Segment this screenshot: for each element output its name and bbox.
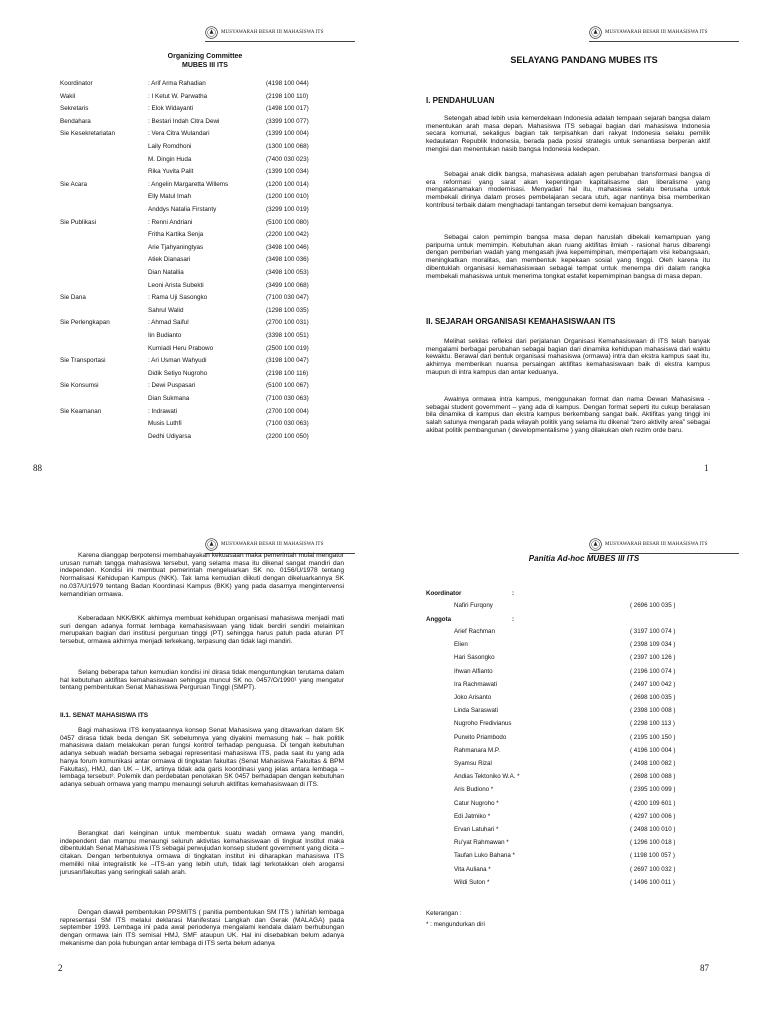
member-nrp: ( 2698 100 088 ) bbox=[630, 773, 676, 781]
committee-nrp: (1200 100 010) bbox=[266, 193, 309, 201]
committee-role: Sekretaris bbox=[60, 105, 89, 113]
member-name: Vita Auliana * bbox=[454, 865, 491, 873]
committee-nrp: (4198 100 044) bbox=[266, 80, 309, 87]
committee-row bbox=[60, 393, 330, 404]
header-rule bbox=[205, 41, 355, 42]
committee-name: : Ahmad Saiful bbox=[148, 319, 189, 327]
committee-role: Sie Konsumsi bbox=[60, 382, 99, 390]
committee-nrp: (7400 030 023) bbox=[266, 155, 309, 163]
paragraph: Melihat sekilas refleksi dari perjalanan Organisasi Kemahasiswaan di ITS telah banyak mengalami berbagai perubahan sebagai bagian dari dinamika kehidupan mahasiswa dari waktu kewaktu. Berawal dari bentuk organisasi mahasiswa (ormawa) intra dan ekstra kampus saat itu, akhirnya memberikan nuansa persaingan aktifitas kemahasiswaan baik di ekstra kampus maupun di intra kampus dan antar keduanya. bbox=[426, 338, 710, 376]
page-2 bbox=[0, 512, 384, 1024]
committee-row bbox=[60, 418, 330, 429]
committee-role: Sie Perlengkapan bbox=[60, 319, 110, 327]
section-title: SELAYANG PANDANG MUBES ITS bbox=[510, 55, 658, 65]
paragraph: Keberadaan NKK/BKK akhirnya membuat kehidupan organisasi mahasiswa menjadi mati suri dengan adanya format lembaga kemahasiswaan yang tidak berdiri sendiri melainkan merupakan bagian dari institusi perguruan tinggi (PT) sehingga harus patuh pada aturan PT tersebut, ormawa akhirnya menjadi terkekang, terpasung dan tidak lagi mandiri. bbox=[60, 615, 344, 646]
page-number: 2 bbox=[58, 963, 63, 973]
member-nrp: ( 1198 100 057 ) bbox=[630, 852, 675, 860]
committee-nrp: (3398 100 051) bbox=[266, 332, 309, 339]
committee-name: Anddys Natalia Firstanty bbox=[148, 206, 217, 213]
member-nrp: ( 2497 100 042 ) bbox=[630, 680, 676, 688]
committee-role: Sie Kesekretariatan bbox=[60, 130, 115, 138]
committee-row bbox=[60, 242, 330, 253]
header-text: MUSYAWARAH BESAR III MAHASISWA ITS bbox=[221, 541, 324, 547]
paragraph: Sebagai calon pemimpin bangsa masa depan haruslah dibekali kemampuan yang paripurna untuk memimpin. Kebutuhan akan ruang aktifitas ilmiah - rasional harus dibarengi dengan pemberian wadah yang mengasah jiwa kepemimpinan, mempertajam visi kebangsaan, meningkatkan moralitas, dan membentuk kepekaan sosial yang tinggi. Oleh karena itu dibentuklah organisasi kemahasiswaan sebagai tempat untuk menempa diri dalam rangka membekali mahasiswa untuk menerima tongkat estafet kepemimpinan bangsa di masa depan. bbox=[426, 234, 710, 280]
committee-nrp: (1399 100 004) bbox=[266, 130, 309, 138]
committee-title bbox=[150, 52, 260, 70]
member-name: Ervan Latuhari * bbox=[454, 826, 499, 833]
member-name: Taufan Luko Bahana * bbox=[454, 852, 515, 860]
committee-name: : Elok Widayanti bbox=[148, 105, 194, 113]
committee-nrp: (5100 100 080) bbox=[266, 218, 309, 226]
member-nrp: ( 2298 100 113 ) bbox=[630, 720, 675, 728]
committee-row bbox=[60, 267, 330, 278]
committee-name: Fritha Kartika Senja bbox=[148, 231, 204, 239]
committee-row bbox=[60, 229, 330, 240]
committee-role: Sie Publikasi bbox=[60, 218, 97, 226]
running-header bbox=[205, 537, 355, 551]
committee-row bbox=[60, 141, 330, 152]
member-name: Nafiri Furqony bbox=[454, 602, 493, 609]
page-number: 1 bbox=[704, 463, 709, 473]
committee-row bbox=[60, 217, 330, 228]
committee-name: Dian Sukmana bbox=[148, 395, 190, 402]
committee-row bbox=[60, 355, 330, 366]
committee-name: Laily Romdhoni bbox=[148, 143, 192, 150]
committee-title-line1: Organizing Committee bbox=[167, 53, 243, 60]
note-label: Keterangan : bbox=[426, 910, 462, 917]
member-nrp: ( 4297 100 006 ) bbox=[630, 812, 676, 820]
page-88 bbox=[0, 0, 384, 512]
committee-name: : Dewi Puspasari bbox=[148, 382, 196, 390]
committee-role: Sie Keamanan bbox=[60, 407, 102, 415]
committee-name: Sahrul Walid bbox=[148, 306, 184, 314]
committee-nrp: (1498 100 017) bbox=[266, 105, 309, 113]
member-name: Joko Arisanto bbox=[454, 694, 492, 701]
committee-title-line2: MUBES III ITS bbox=[182, 62, 228, 69]
committee-nrp: (3299 100 019) bbox=[266, 206, 309, 213]
member-nrp: ( 2696 100 035 ) bbox=[630, 602, 676, 609]
member-name: Elien bbox=[454, 641, 468, 649]
committee-role: Koordinator bbox=[60, 80, 93, 87]
member-nrp: ( 2398 109 034 ) bbox=[630, 641, 676, 649]
committee-row bbox=[60, 78, 330, 89]
committee-name: Elly Matul Imah bbox=[148, 193, 192, 201]
committee-nrp: (2700 100 004) bbox=[266, 407, 309, 415]
heading-pendahuluan: I. PENDAHULUAN bbox=[426, 96, 495, 105]
committee-role: Sie Acara bbox=[60, 180, 87, 188]
committee-row bbox=[60, 254, 330, 265]
committee-name: Didik Setiyo Nugroho bbox=[148, 369, 208, 377]
paragraph: Berangkat dari keinginan untuk membentuk suatu wadah ormawa yang mandiri, independent dan mampu menaungi seluruh aktivitas kemahasiswaan di tingkat Institut maka dibentuklah Senat Mahasiswa ITS sebagai perwujudan konsep student government yang dicita – citakan. Dengan terbentuknya ormawa di tingkatan institut ini diharapkan mahasiswa ITS memiliki nilai integralistik ke –ITS-an yang lebih utuh, tidak lagi terkotakkan oleh arogansi jurusan/fakultas yang seringkali salah arah. bbox=[60, 830, 344, 876]
committee-name: Kurniadi Heru Prabowo bbox=[148, 344, 214, 352]
committee-row bbox=[60, 305, 330, 316]
member-name: Linda Saraswati bbox=[454, 707, 499, 715]
committee-nrp: (3498 100 053) bbox=[266, 269, 309, 276]
anggota-label: Anggota bbox=[426, 616, 452, 623]
committee-row bbox=[60, 91, 330, 102]
member-name: Ira Rachmawati bbox=[454, 680, 497, 688]
committee-role: Wakil bbox=[60, 92, 76, 100]
committee-row bbox=[60, 166, 330, 177]
running-header bbox=[589, 25, 739, 39]
committee-row bbox=[60, 179, 330, 190]
paragraph: Dengan diawali pembentukan PPSMITS ( panitia pembentukan SM ITS ) lahirlah lembaga representasi SM ITS melalui deklarasi Manifestasi Langkah dan Gerak (MALAGA) pada september 1993. Lembaga ini pada awal periodenya mengalami kendala dalam berhubungan dengan ormawa lain ITS semisal HMJ, SMF ataupun UK. Hal ini disebabkan belum adanya mekanisme dan pola hubungan antar lembaga di ITS serta belum adanya bbox=[60, 909, 344, 947]
page-87 bbox=[384, 512, 768, 1024]
committee-name: : Arif Arma Rahadian bbox=[148, 80, 206, 87]
member-nrp: ( 2397 100 126 ) bbox=[630, 654, 676, 662]
header-text: MUSYAWARAH BESAR III MAHASISWA ITS bbox=[605, 29, 708, 35]
committee-row bbox=[60, 116, 330, 127]
member-nrp: ( 1496 100 011 ) bbox=[630, 878, 675, 886]
committee-role: Bendahara bbox=[60, 117, 91, 125]
committee-row bbox=[60, 380, 330, 391]
committee-nrp: (3499 100 068) bbox=[266, 281, 309, 289]
committee-name: : Ari Usman Wahyudi bbox=[148, 357, 207, 365]
member-nrp: ( 3197 100 074 ) bbox=[630, 628, 676, 635]
heading-sejarah: II. SEJARAH ORGANISASI KEMAHASISWAAN ITS bbox=[426, 317, 616, 326]
member-nrp: ( 2195 100 150 ) bbox=[630, 733, 676, 741]
committee-row bbox=[60, 368, 330, 379]
committee-nrp: (2500 100 019) bbox=[266, 344, 309, 352]
adhoc-title: Panitia Ad-hoc MUBES III ITS bbox=[528, 554, 640, 563]
page-1 bbox=[384, 0, 768, 512]
member-nrp: ( 4200 109 601 ) bbox=[630, 799, 676, 807]
committee-name: Atiek Dianasari bbox=[148, 256, 191, 264]
koordinator-label: Koordinator bbox=[426, 590, 462, 597]
member-name: Aris Budiono * bbox=[454, 786, 494, 794]
member-name: Hari Sasongko bbox=[454, 654, 495, 662]
member-nrp: ( 2498 100 082 ) bbox=[630, 760, 676, 767]
paragraph: Awalnya ormawa intra kampus, menggunakan format dan nama Dewan Mahasiswa - sebagai student government – yang ada di kampus. Dengan format seperti itu cukup beralasan bila dinamika di kampus dan ekstra kampus berkembang sangat baik. Aktifitas yang tinggi ini salah satunya mengarah pada wilayah politik yang selama itu dikenal “zero aktivity area” sebagai akibat politik pembangunan ( developmentalisme ) yang dilakukan oleh rezim orde baru. bbox=[426, 396, 710, 434]
committee-row bbox=[60, 406, 330, 417]
committee-role: Sie Transportasi bbox=[60, 357, 106, 365]
header-rule bbox=[589, 41, 739, 42]
committee-nrp: (2200 100 050) bbox=[266, 432, 309, 440]
committee-name: : Rama Uji Sasongko bbox=[148, 294, 208, 302]
committee-row bbox=[60, 128, 330, 139]
committee-row bbox=[60, 154, 330, 165]
committee-name: : Angelin Margaretta Willems bbox=[148, 180, 229, 188]
paragraph: Setengah abad lebih usia kemerdekaan Indonesia adalah tempaan sejarah bangsa dalam menentukan arah masa depan. Mahasiswa ITS sebagai bagian dari mahasiswa Indonesia secara komunal, sekaligus bagian tak terpisahkan dari rakyat Indonesia selaku pemilik kedaulatan Republik Indonesia, berada pada posisi strategis untuk senantiasa berperan aktif mengisi dan menentukan nasib bangsa Indonesia kedepan. bbox=[426, 115, 710, 153]
member-name: Arief Rachman bbox=[454, 628, 495, 635]
running-header bbox=[589, 537, 739, 551]
committee-name: Arie Tjahyaningtyas bbox=[148, 243, 204, 251]
its-seal-logo-icon bbox=[205, 538, 218, 551]
member-name: Syamsu Rizal bbox=[454, 760, 492, 767]
committee-nrp: (2198 100 116) bbox=[266, 369, 309, 377]
committee-nrp: (2200 100 042) bbox=[266, 231, 309, 239]
heading-senat: II.1. SENAT MAHASISWA ITS bbox=[60, 712, 149, 719]
member-nrp: ( 2398 100 008 ) bbox=[630, 707, 676, 715]
header-text: MUSYAWARAH BESAR III MAHASISWA ITS bbox=[221, 29, 324, 35]
committee-nrp: (7100 030 063) bbox=[266, 395, 309, 402]
member-name: Andias Tektoniko W.A. * bbox=[454, 773, 520, 781]
member-nrp: ( 2698 100 035 ) bbox=[630, 694, 676, 701]
committee-row bbox=[60, 191, 330, 202]
committee-name: Leoni Arista Subekti bbox=[148, 281, 204, 289]
committee-name: Dedhi Udiyarsa bbox=[148, 432, 192, 440]
committee-row bbox=[60, 343, 330, 354]
committee-nrp: (2700 100 031) bbox=[266, 319, 309, 327]
paragraph: Selang beberapa tahun kemudian kondisi ini dirasa tidak menguntungkan terutama dalam hal kebutuhan aktifitas kemahasiswaan sehingga muncul SK no. 0457/O/1990¹ yang mengatur tentang pembentukan Senat Mahasiswa Perguruan Tinggi (SMPT). bbox=[60, 669, 344, 692]
member-name: Ru’yat Rahmawan * bbox=[454, 839, 509, 847]
committee-row bbox=[60, 280, 330, 291]
committee-name: Iin Budianto bbox=[148, 332, 182, 339]
member-nrp: ( 1296 100 018 ) bbox=[630, 839, 676, 847]
its-seal-logo-icon bbox=[205, 26, 218, 39]
member-nrp: ( 2498 100 010 ) bbox=[630, 826, 676, 833]
committee-nrp: (1298 100 035) bbox=[266, 306, 309, 314]
anggota-colon: : bbox=[512, 616, 515, 623]
member-nrp: ( 2395 100 099 ) bbox=[630, 786, 676, 794]
committee-nrp: (3498 100 046) bbox=[266, 243, 309, 251]
committee-name: : I Ketut W. Parwatha bbox=[148, 92, 208, 100]
committee-nrp: (3498 100 036) bbox=[266, 256, 309, 264]
committee-name: : Bestari Indah Citra Dewi bbox=[148, 117, 220, 125]
page-number: 88 bbox=[33, 463, 42, 473]
committee-nrp: (2198 100 110) bbox=[266, 92, 309, 100]
committee-row bbox=[60, 431, 330, 442]
committee-row bbox=[60, 317, 330, 328]
member-name: Ihwan Alfianto bbox=[454, 667, 493, 675]
header-text: MUSYAWARAH BESAR III MAHASISWA ITS bbox=[605, 541, 708, 547]
committee-nrp: (7100 030 047) bbox=[266, 294, 309, 302]
committee-nrp: (1300 100 068) bbox=[266, 143, 309, 150]
paragraph: Bagi mahasiswa ITS kenyataannya konsep Senat Mahasiswa yang ditawarkan dalam SK 0457 dirasa tidak beda dengan SK sebelumnya yang diyakini memasung hak – hak politik mahasiswa dalam melakukan peran fungsi kontrol terhadap penguasa. Di tengah kebutuhan adanya sebuah wadah bersama sebagai representasi mahasiswa ITS, pada saat itu yang ada hanya forum komunikasi antar ormawa di tingkatan fakultas (Senat Mahasiswa Fakultas & BPM Fakultas), HMJ, dan UK – UK, artinya tidak ada garis koordinasi yang jelas antara lembaga – lembaga tersebut². Polemik dan perdebatan penolakan SK 0457 berhadapan dengan kebutuhan adanya sebuah ormawa yang mampu menaungi seluruh aktifitas kemahasiswaan di ITS. bbox=[60, 727, 344, 788]
committee-name: Musis Luthfi bbox=[148, 420, 182, 428]
committee-row bbox=[60, 292, 330, 303]
member-nrp: ( 4196 100 004 ) bbox=[630, 746, 676, 754]
committee-nrp: (7100 030 063) bbox=[266, 420, 309, 428]
committee-name: Rika Yuvita Palit bbox=[148, 168, 194, 176]
committee-name: : Indrawati bbox=[148, 407, 178, 415]
member-name: Edi Jatmiko * bbox=[454, 812, 491, 820]
committee-name: : Vera Citra Wulandari bbox=[148, 130, 210, 138]
committee-row bbox=[60, 330, 330, 341]
committee-name: : Renni Andriani bbox=[148, 218, 193, 226]
paragraph: Karena dianggap berpotensi membahayakan kekuasaan maka pemerintah mulai mengatur urusan rumah tangga mahasiswa tersebut, yang selama masa itu dikenal sangat mandiri dan independen. Kondisi ini membuat pemerintah mengeluarkan SK no. 0156/U/1978 tentang Normalisasi Kehidupan Kampus (NKK). Tak lama kemudian diikuti dengan dikeluarkannya SK no.037/U/1979 tentang Badan Koordinasi Kampus (BKK) yang pada dasarnya mengintervensi kemandirian ormawa. bbox=[60, 552, 344, 598]
committee-nrp: (1200 100 014) bbox=[266, 180, 309, 188]
member-name: Purwito Priambodo bbox=[454, 733, 507, 741]
committee-name: Dian Natallia bbox=[148, 269, 184, 276]
committee-nrp: (1399 100 034) bbox=[266, 168, 309, 176]
note-text: * : mengundurkan diri bbox=[426, 921, 485, 928]
member-nrp: ( 2196 100 074 ) bbox=[630, 667, 676, 675]
its-seal-logo-icon bbox=[589, 26, 602, 39]
committee-nrp: (3198 100 047) bbox=[266, 357, 309, 365]
committee-role: Sie Dana bbox=[60, 294, 86, 302]
paragraph: Sebagai anak didik bangsa, mahasiswa adalah agen perubahan transformasi bangsa di era reformasi yang sarat akan kepentingan kapitalisasme dan liberalisme yang mengatasnamakan modernisasi. Menyadari hal itu, mahasiswa selalu berusaha untuk membekali dirinya dalam proses pembelajaran secara utuh, agar nantinya bisa memberikan kontribusi terbaik dalam menghadapi tantangan tersebut demi kemajuan bangsanya. bbox=[426, 171, 710, 209]
member-nrp: ( 2697 100 032 ) bbox=[630, 865, 676, 873]
member-name: Wildi Suton * bbox=[454, 878, 490, 886]
member-name: Catur Nugroho * bbox=[454, 799, 499, 807]
running-header bbox=[205, 25, 355, 39]
member-name: Rahmanara M.P. bbox=[454, 746, 500, 754]
committee-nrp: (5100 100 067) bbox=[266, 382, 309, 390]
koordinator-colon: : bbox=[512, 590, 515, 597]
committee-name: M. Dingin Huda bbox=[148, 155, 192, 163]
committee-row bbox=[60, 204, 330, 215]
page-number: 87 bbox=[700, 963, 709, 973]
member-name: Nugroho Fredivianus bbox=[454, 720, 512, 728]
committee-row bbox=[60, 103, 330, 114]
committee-nrp: (3399 100 077) bbox=[266, 117, 309, 125]
its-seal-logo-icon bbox=[589, 538, 602, 551]
